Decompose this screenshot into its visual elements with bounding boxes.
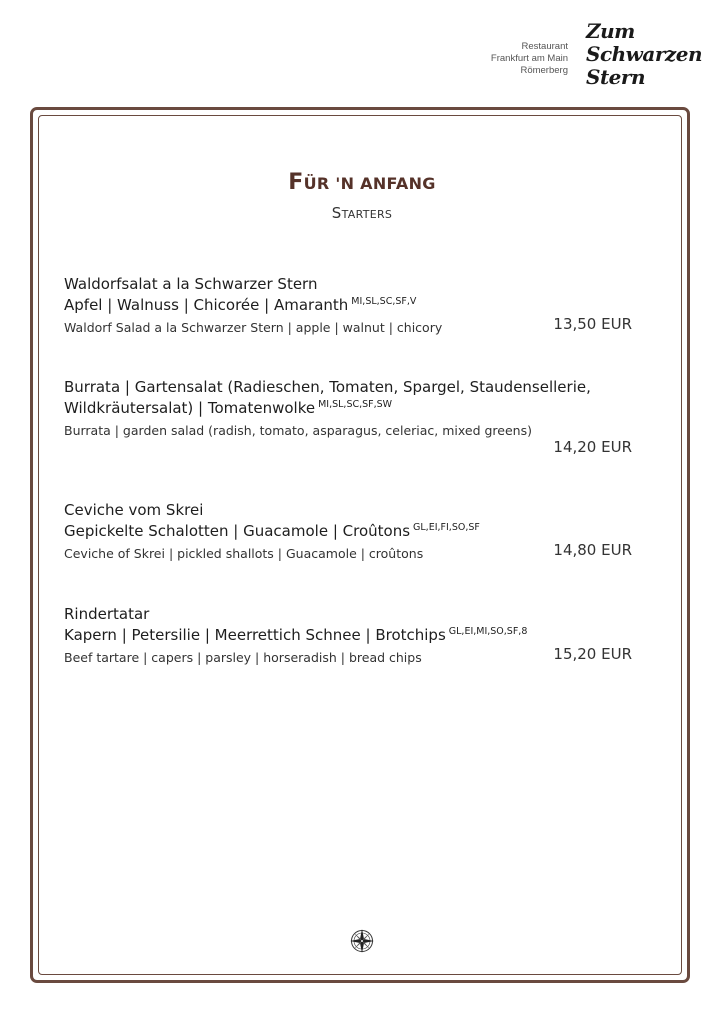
allergen-codes: GL,EI,MI,SO,SF,8 [448,626,528,637]
item-description-en: Waldorf Salad a la Schwarzer Stern | apple | walnut | chicory [64,320,443,335]
item-components: Kapern | Petersilie | Meerrettich Schnee | Brotchips [64,626,446,644]
item-description-en: Ceviche of Skrei | pickled shallots | Guacamole | croûtons [64,546,424,561]
item-name-de: Burrata | Gartensalat (Radieschen, Tomaten, Spargel, Staudensellerie, [64,378,591,396]
allergen-codes: MI,SL,SC,SF,V [351,296,417,307]
item-components: Gepickelte Schalotten | Guacamole | Croûtons [64,522,411,540]
item-price: 14,80 EUR [553,541,632,559]
restaurant-info [491,41,568,77]
item-components: Wildkräutersalat) | Tomatenwolke [64,399,316,417]
item-name-de: Ceviche vom Skrei [64,501,204,519]
item-price: 13,50 EUR [553,315,632,333]
item-price: 14,20 EUR [553,438,632,456]
logo-line: Zum [586,19,635,43]
restaurant-info-line: Römerberg [520,65,568,76]
section-title-initial: F [288,170,304,195]
item-name-de: Waldorfsalat a la Schwarzer Stern [64,275,318,293]
restaurant-logo [586,19,702,89]
menu-item [64,500,644,564]
item-name-de: Rindertatar [64,605,150,623]
section-title [0,170,724,195]
allergen-codes: MI,SL,SC,SF,SW [318,399,393,410]
compass-rose-icon [348,927,376,955]
item-price: 15,20 EUR [553,645,632,663]
section-title-rest: ÜR 'N ANFANG [303,174,436,193]
item-description-de [64,398,644,421]
menu-item [64,377,644,456]
item-description-en: Beef tartare | capers | parsley | horseradish | bread chips [64,650,422,665]
allergen-codes: GL,EI,FI,SO,SF [413,522,480,533]
item-description-en: Burrata | garden salad (radish, tomato, asparagus, celeriac, mixed greens) [64,423,532,438]
item-components: Apfel | Walnuss | Chicorée | Amaranth [64,296,349,314]
logo-line: Schwarzen [586,42,702,66]
restaurant-info-line: Frankfurt am Main [490,53,568,64]
restaurant-info-line: Restaurant [521,41,568,52]
logo-line: Stern [586,65,645,89]
menu-item [64,274,644,338]
section-subtitle: Starters [331,204,393,222]
menu-item [64,604,644,668]
